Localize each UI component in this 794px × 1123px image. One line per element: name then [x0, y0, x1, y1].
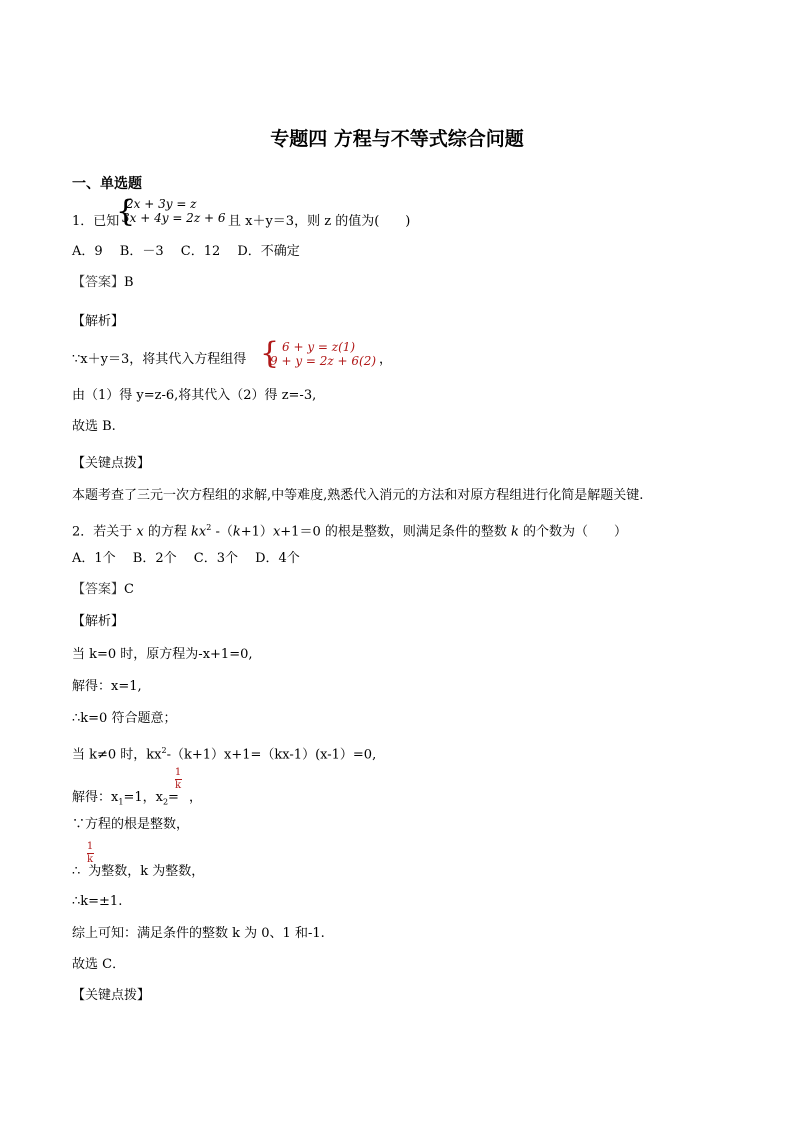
q2-s3: ∴k=0 符合题意； [72, 711, 177, 726]
q1-sol-row1: 6 + y = z(1) [282, 340, 356, 354]
q1-stem: 且 x＋y＝3，则 z 的值为( ) [228, 214, 411, 229]
q2-s5-part: 解得：x [72, 790, 119, 805]
section-heading: 一、单选题 [72, 176, 142, 192]
q2-fraction-2 [84, 842, 96, 865]
q2-options: A．1个 B．2个 C．3个 D．4个 [72, 551, 300, 566]
q2-stem-part: 的方程 [143, 524, 192, 540]
fraction-denominator: k [174, 780, 182, 791]
q1-prefix: 1．已知 [72, 214, 120, 229]
q1-sys-row2: 3x + 4y = 2z + 6 [122, 211, 226, 225]
page-title: 专题四 方程与不等式综合问题 [270, 128, 524, 150]
fraction-numerator: 1 [86, 841, 94, 852]
q2-stem-part: -（ [211, 524, 233, 540]
q1-sol1-suffix: ， [379, 352, 393, 367]
q2-exponent: 2 [206, 523, 212, 532]
q2-var-x: x [272, 524, 281, 540]
q2-var-x: x [198, 524, 207, 540]
q2-analysis-label: 【解析】 [72, 614, 125, 629]
q2-subscript: 1 [118, 797, 124, 807]
fraction-numerator: 1 [174, 767, 182, 778]
q2-exponent: 2 [161, 746, 167, 755]
q1-sol2: 由（1）得 y=z-6,将其代入（2）得 z=-3, [72, 388, 317, 403]
q2-s9: 综上可知：满足条件的整数 k 为 0、1 和-1. [72, 926, 325, 941]
q2-keypoint-label: 【关键点拨】 [72, 988, 151, 1003]
q1-answer-line [72, 275, 134, 291]
q2-var-k: k [232, 524, 241, 540]
q1-sol1-prefix: ∵x＋y＝3，将其代入方程组得 [72, 352, 247, 367]
answer-label: 【答案】 [72, 275, 125, 290]
q2-subscript: 2 [162, 797, 169, 807]
brace-symbol: { [116, 194, 136, 229]
q1-analysis-label: 【解析】 [72, 314, 125, 329]
answer-value: C [124, 582, 134, 597]
q2-s5-part: ， [188, 790, 202, 805]
q1-options: A．9 B．－3 C．12 D．不确定 [72, 244, 300, 259]
q2-stem-part: +1＝0 的根是整数，则满足条件的整数 [280, 524, 511, 540]
q2-var-k: k [191, 524, 199, 540]
q2-s6: ∵方程的根是整数， [72, 817, 190, 832]
q2-s10: 故选 C． [72, 957, 126, 972]
q2-s4-part: -（k+1）x+1=（kx-1）(x-1）=0, [166, 747, 377, 763]
q2-s4 [72, 743, 376, 763]
q2-answer-line [72, 582, 134, 598]
q2-s1: 当 k=0 时，原方程为-x+1=0, [72, 647, 253, 662]
q1-sol3: 故选 B. [72, 419, 116, 434]
answer-label: 【答案】 [72, 582, 125, 597]
q2-s5-part: = [168, 790, 179, 805]
q2-var-x: x [136, 524, 144, 540]
fraction-denominator: k [86, 854, 94, 865]
q1-keypoint: 本题考查了三元一次方程组的求解,中等难度,熟悉代入消元的方法和对原方程组进行化简是解题关键. [72, 488, 644, 503]
q2-s2: 解得：x=1, [72, 679, 142, 694]
q2-var-k: k [510, 524, 519, 540]
q2-s8: ∴k=±1. [72, 894, 123, 909]
q2-stem-part: +1） [240, 524, 273, 540]
answer-value: B [124, 275, 134, 290]
q2-stem [72, 520, 627, 540]
q2-s7 [72, 864, 204, 880]
q1-sol-row2: 9 + y = 2z + 6(2) [270, 354, 377, 368]
q2-s5 [72, 790, 202, 811]
q1-keypoint-label: 【关键点拨】 [72, 456, 151, 471]
q2-s7-part: 为整数，k 为整数， [88, 864, 205, 879]
q1-sys-row1: 2x + 3y = z [126, 197, 197, 211]
q2-stem-part: 2．若关于 [72, 524, 137, 540]
brace-symbol: { [260, 336, 280, 371]
q2-fraction-1 [171, 768, 185, 791]
q2-s7-part: ∴ [72, 864, 81, 879]
q2-s4-part: 当 k≠0 时，kx [72, 747, 162, 763]
q2-s5-part: =1，x [123, 790, 163, 805]
q2-stem-part: 的个数为（ ） [518, 524, 628, 540]
